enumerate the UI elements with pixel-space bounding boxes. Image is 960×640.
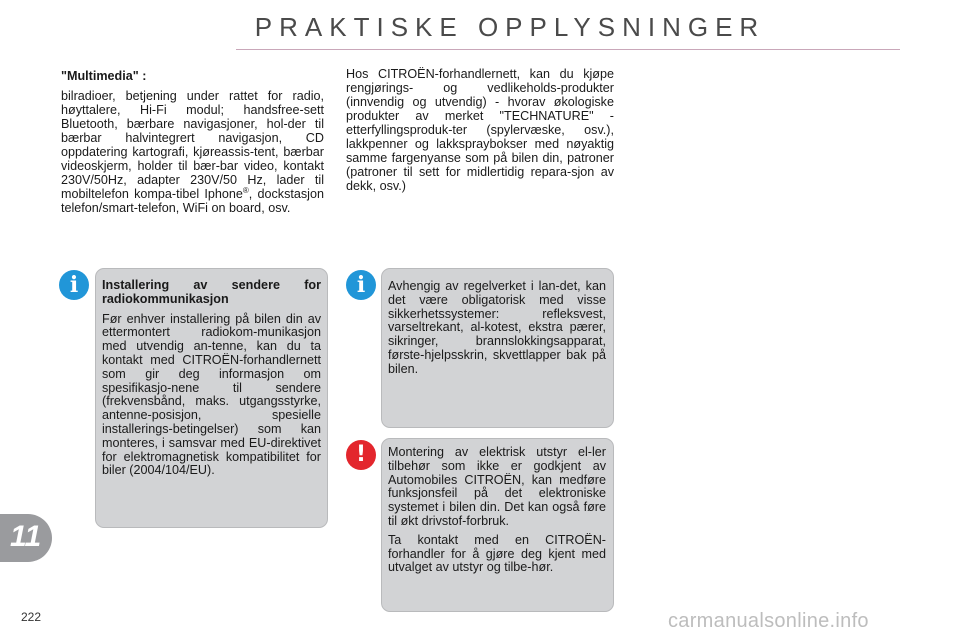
info-icon: i	[59, 270, 89, 300]
title-divider	[236, 49, 900, 50]
products-text: Hos CITROËN-forhandlernett, kan du kjøpe rengjørings- og vedlikeholds-produkter (innvendig og utvendig) - hvorav økologiske produkter av merket "TECHNATURE" - etterfyllingsproduk-ter (spylervæske, osv.), lakkpenner og lakkspraybokser med nøyaktig samme fargenyanse som på bilen din, patroner (patroner til sett for midlertidig repara-sjon av dekk, osv.)	[346, 67, 614, 193]
chapter-tab	[0, 514, 52, 562]
multimedia-section	[61, 69, 324, 219]
info-box-text: Avhengig av regelverket i lan-det, kan det være obligatorisk med visse sikkerhetssystemer: refleksvest, varseltrekant, al-kotest, ekstra pærer, sikringer, brannslokkingsapparat, første-hjelpsskrin, skvettlapper bak på bilen.	[388, 279, 606, 376]
warning-icon: !	[346, 440, 376, 470]
warning-box-electrical-equipment	[381, 438, 614, 612]
info-box-radio-installation	[95, 268, 328, 528]
info-icon: i	[346, 270, 376, 300]
info-box-text: Før enhver installering på bilen din av ettermontert radiokom-munikasjon med utvendig an-tenne, kan du ta kontakt med CITROËN-forhandlernett som gir deg informasjon om spesifikasjo-nene til sendere (frekvensbånd, maks. utgangsstyrke, antenne-posisjon, spesielle installerings-betingelser) som kan monteres, i samsvar med EU-direktivet for elektromagnetisk kompatibilitet for biler (2004/104/EU).	[102, 311, 321, 478]
warning-paragraph-2: Ta kontakt med en CITROËN-forhandler for å gjøre deg kjent med utvalget av utstyr og tilbe-hør.	[388, 532, 606, 575]
page-title: PRAKTISKE OPPLYSNINGER	[254, 12, 766, 42]
multimedia-text-end: , dockstasjon telefon/smart-telefon, WiFi on board, osv.	[61, 187, 324, 215]
multimedia-heading: "Multimedia" :	[61, 69, 147, 83]
page-number: 222	[21, 610, 42, 624]
multimedia-text	[61, 89, 324, 215]
chapter-number: 11	[10, 520, 42, 553]
info-box-title: Installering av sendere for radiokommunikasjon	[102, 278, 321, 306]
trademark-symbol: ®	[242, 185, 249, 195]
multimedia-text-main: bilradioer, betjening under rattet for radio, høyttalere, Hi-Fi modul; handsfree-sett Bluetooth, bærbare navigasjoner, hol-der til bærbar halvintegrert navigasjon, CD oppdatering kartografi, kjøreassis-tent, bærbar videoskjerm, holder til bær-bar video, kontakt 230V/50Hz, adapter 230V/50 Hz, lader til mobiltelefon kompa-tibel Iphone	[61, 89, 324, 201]
warning-paragraph-1: Montering av elektrisk utstyr el-ler tilbehør som ikke er godkjent av Automobiles CITROËN, kan medføre funksjonsfeil på det elektroniske systemet i bilen din. Det kan også føre til økt drivstof-forbruk.	[388, 445, 606, 528]
watermark: carmanualsonline.info	[668, 610, 869, 632]
info-box-safety-regulations	[381, 268, 614, 428]
products-section	[346, 67, 614, 197]
